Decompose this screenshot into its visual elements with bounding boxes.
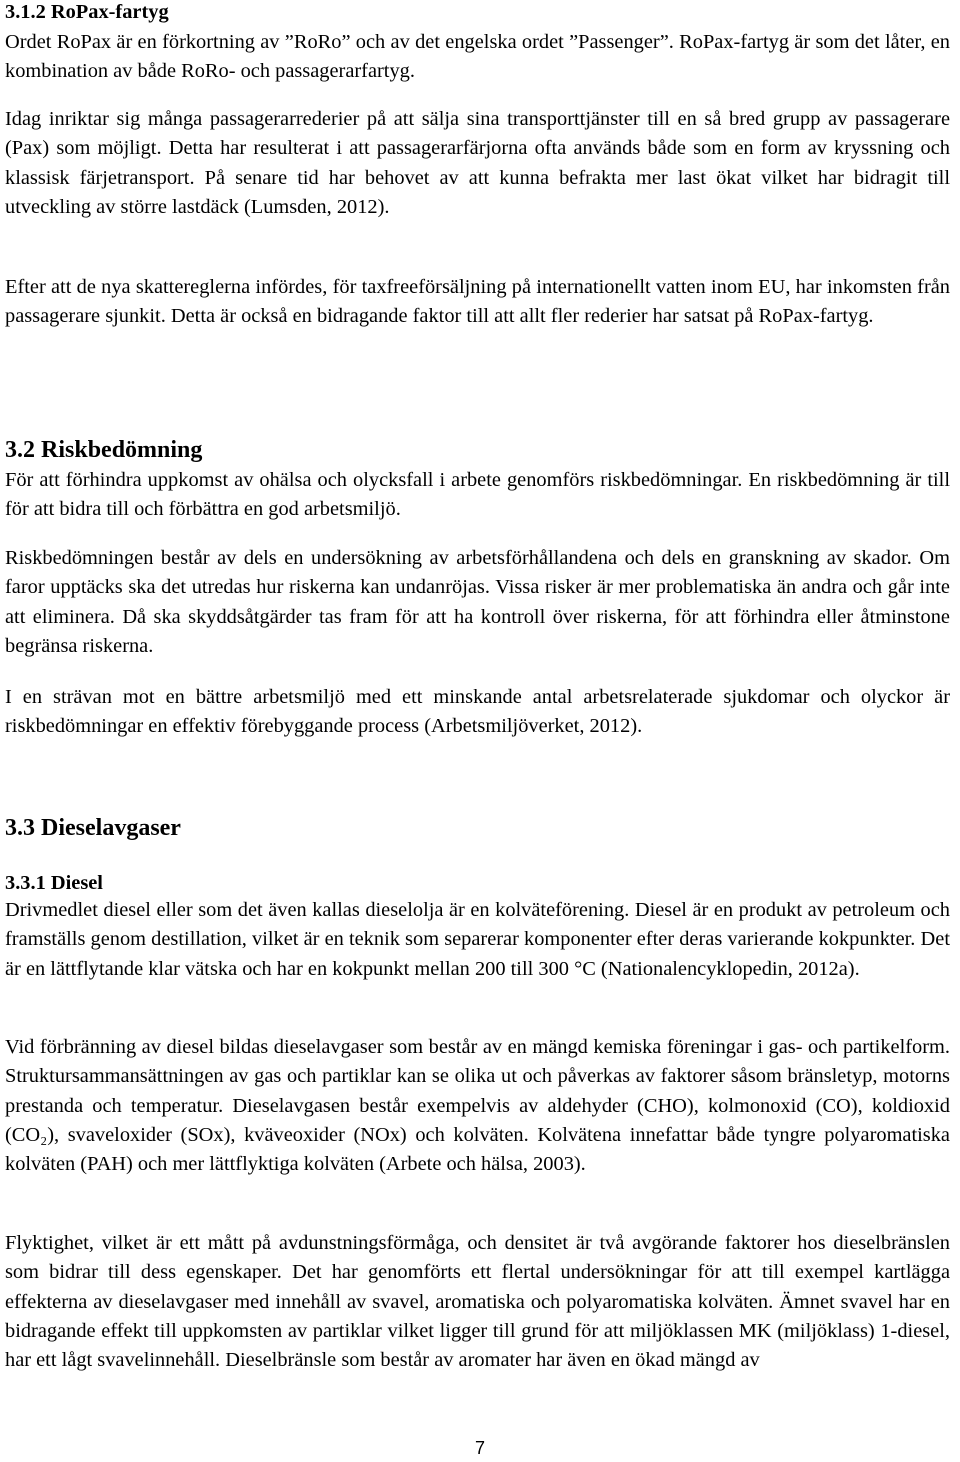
risk-paragraph-3-wrap: [5, 683, 950, 742]
risk-paragraph-3: I en strävan mot en bättre arbetsmiljö med ett minskande antal arbetsrelaterade sjukdomar och olyckor är riskbedömningar en effektiv förebyggande process (Arbetsmiljöverket, 2012).: [5, 686, 950, 738]
ropax-paragraph-2: Idag inriktar sig många passagerarrederier på att sälja sina transporttjänster till en så bred grupp av passagerare (Pax) som möjligt. Detta har resulterat i att passagerarfärjorna ofta används både som en form av kryssning och klassisk färjetransport. På senare tid har behovet av att kunna befrakta mer last ökat vilket har bidragit till utveckling av större lastdäck (Lumsden, 2012).: [5, 108, 950, 218]
ropax-paragraph-3-wrap: [5, 273, 950, 332]
risk-paragraph-1-wrap: [5, 466, 950, 525]
section-diesel: [5, 814, 950, 842]
risk-paragraph-2-wrap: [5, 544, 950, 661]
page-number: 7: [474, 1438, 485, 1458]
diesel-paragraph-3: Flyktighet, vilket är ett mått på avdunstningsförmåga, och densitet är två avgörande faktorer hos dieselbränslen som bidrar till dess egenskaper. Det har genomförts ett flertal undersökningar för att till exempel kartlägga effekterna av dieselavgaser med innehåll av svavel, aromatiska och polyaromatiska kolväten. Ämnet svavel har en bidragande effekt till uppkomsten av partiklar vilket ligger till grund för att miljöklassen MK (miljöklass) 1-diesel, har ett lågt svavelinnehåll. Dieselbränsle som består av aromater har även en ökad mängd av: [5, 1232, 950, 1372]
diesel-paragraph-2-wrap: [5, 1033, 950, 1179]
diesel-paragraph-1: Drivmedlet diesel eller som det även kallas dieselolja är en kolväteförening. Diesel är en produkt av petroleum och framställs genom destillation, vilket är en teknik som separerar komponenter efter deras varierande kokpunkter. Det är en lättflytande klar vätska och har en kokpunkt mellan 200 till 300 °C (Nationalencyklopedin, 2012a).: [5, 899, 950, 980]
ropax-paragraph-1: Ordet RoPax är en förkortning av ”RoRo” och av det engelska ordet ”Passenger”. RoPax-fartyg är som det låter, en kombination av både RoRo- och passagerarfartyg.: [5, 31, 950, 83]
section-heading-ropax: 3.1.2 RoPax-fartyg: [5, 1, 169, 23]
diesel-paragraph-1-wrap: [5, 896, 950, 984]
risk-paragraph-2: Riskbedömningen består av dels en undersökning av arbetsförhållandena och dels en granskning av skador. Om faror upptäcks ska det utredas hur riskerna kan undanröjas. Vissa risker är mer problematiska än andra och går inte att eliminera. Då ska skyddsåtgärder tas fram för att ha kontroll över riskerna, för att förhindra eller åtminstone begränsa riskerna.: [5, 547, 950, 657]
subsection-heading-diesel: 3.3.1 Diesel: [5, 872, 103, 894]
risk-paragraph-1: För att förhindra uppkomst av ohälsa och olycksfall i arbete genomförs riskbedömningar. En riskbedömning är till för att bidra till och förbättra en god arbetsmiljö.: [5, 469, 950, 521]
ropax-paragraph-1-wrap: [5, 28, 950, 87]
diesel-subheading-wrap: [5, 871, 950, 895]
section-heading-risk: 3.2 Riskbedömning: [5, 437, 203, 463]
ropax-paragraph-2-wrap: [5, 105, 950, 222]
section-risk: [5, 436, 950, 464]
ropax-paragraph-3: Efter att de nya skattereglerna infördes, för taxfreeförsäljning på internationellt vatten inom EU, har inkomsten från passagerare sjunkit. Detta är också en bidragande faktor till att allt fler rederier har satsat på RoPax-fartyg.: [5, 276, 950, 328]
diesel-paragraph-3-wrap: [5, 1229, 950, 1375]
section-heading-diesel: 3.3 Dieselavgaser: [5, 815, 181, 841]
section-ropax: [5, 0, 950, 24]
diesel-paragraph-2: Vid förbränning av diesel bildas dieselavgaser som består av en mängd kemiska föreningar i gas- och partikelform. Struktursammansättningen av gas och partiklar kan se olika ut och påverkas av faktorer såsom bränsletyp, motorns prestanda och temperatur. Dieselavgasen består exempelvis av aldehyder (CHO), kolmonoxid (CO), koldioxid (CO₂), svaveloxider (SOx), kväveoxider (NOx) och kolväten. Kolvätena innefattar både tyngre polyaromatiska kolväten (PAH) och mer lättflyktiga kolväten (Arbete och hälsa, 2003).: [5, 1036, 950, 1176]
